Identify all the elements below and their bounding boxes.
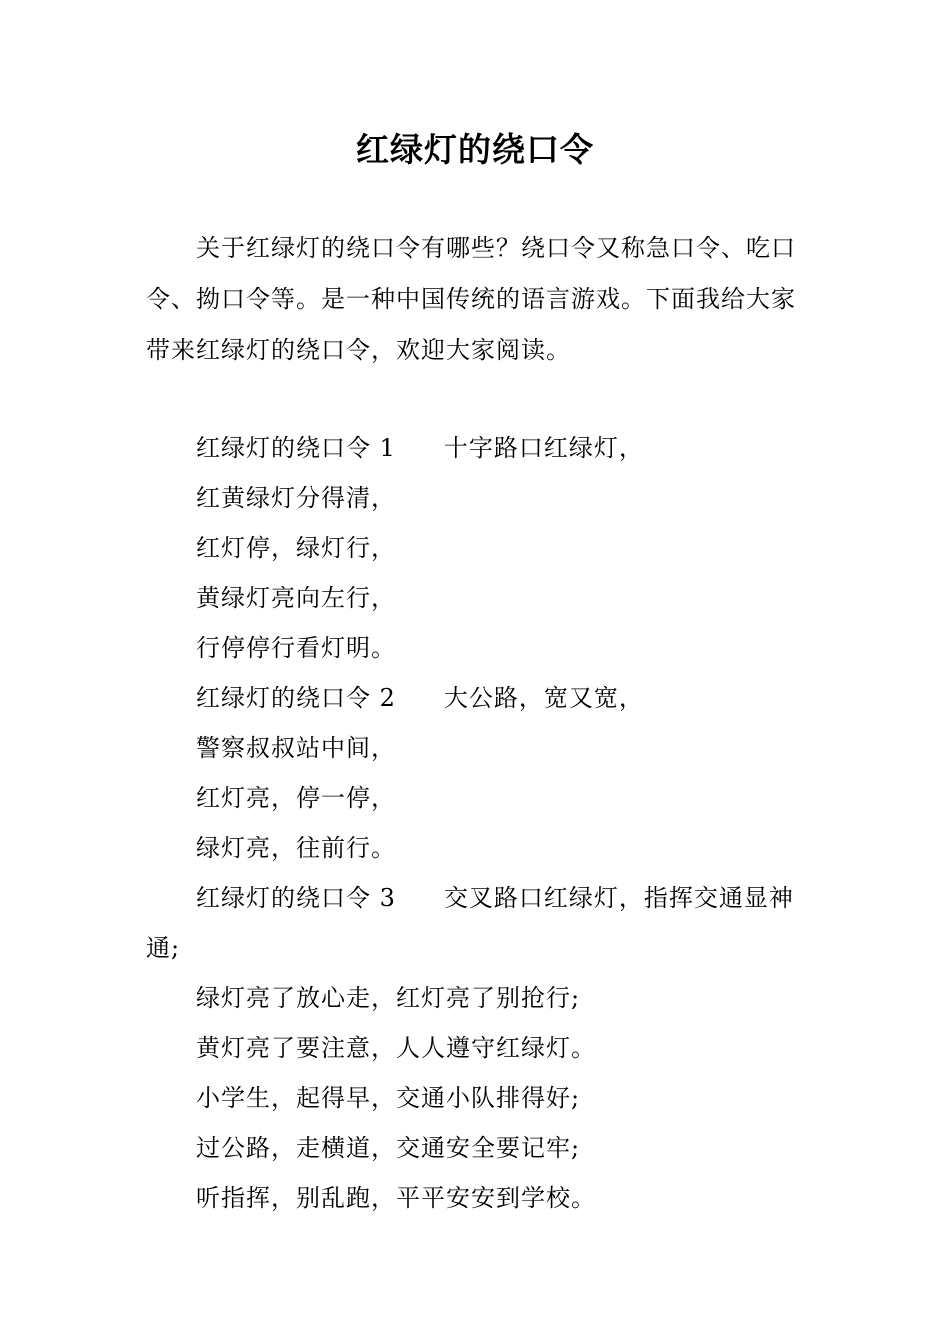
- poem-3-line: 绿灯亮了放心走，红灯亮了别抢行;: [196, 984, 581, 1012]
- poem-1-line-0: 十字路口红绿灯，: [443, 434, 644, 462]
- poem-3-heading: 红绿灯的绕口令 3: [196, 884, 396, 912]
- poem-3-line-0-cont: 通;: [146, 934, 181, 962]
- poem-2-heading: 红绿灯的绕口令 2: [196, 684, 396, 712]
- document-title: 红绿灯的绕口令: [356, 130, 594, 169]
- poem-2-line-0: 大公路，宽又宽，: [443, 684, 644, 712]
- poem-1-line: 红黄绿灯分得清，: [196, 484, 396, 512]
- poem-2-line: 绿灯亮，往前行。: [196, 834, 396, 862]
- poem-2-line: 红灯亮，停一停，: [196, 784, 396, 812]
- poem-3-line: 听指挥，别乱跑，平平安安到学校。: [196, 1184, 596, 1212]
- poem-1-line: 红灯停，绿灯行，: [196, 534, 396, 562]
- poem-2-line: 警察叔叔站中间，: [196, 734, 396, 762]
- poem-3-line: 过公路，走横道，交通安全要记牢;: [196, 1134, 581, 1162]
- poem-1-line: 黄绿灯亮向左行，: [196, 584, 396, 612]
- poem-3-first-line: [146, 873, 810, 923]
- poems: [146, 423, 810, 1223]
- poem-3-line: 小学生，起得早，交通小队排得好;: [196, 1084, 581, 1112]
- poem-2-first-line: [146, 673, 810, 723]
- poem-1-first-line: [146, 423, 810, 473]
- poem-3-line: 黄灯亮了要注意，人人遵守红绿灯。: [196, 1034, 596, 1062]
- poem-3-line-0: 交叉路口红绿灯，指挥交通显神: [443, 884, 794, 912]
- poem-1-line: 行停停行看灯明。: [196, 634, 396, 662]
- poem-1-heading: 红绿灯的绕口令 1: [196, 434, 396, 462]
- intro-paragraph: 关于红绿灯的绕口令有哪些？绕口令又称急口令、吃口令、拗口令等。是一种中国传统的语言游戏。下面我给大家带来红绿灯的绕口令，欢迎大家阅读。: [146, 234, 796, 364]
